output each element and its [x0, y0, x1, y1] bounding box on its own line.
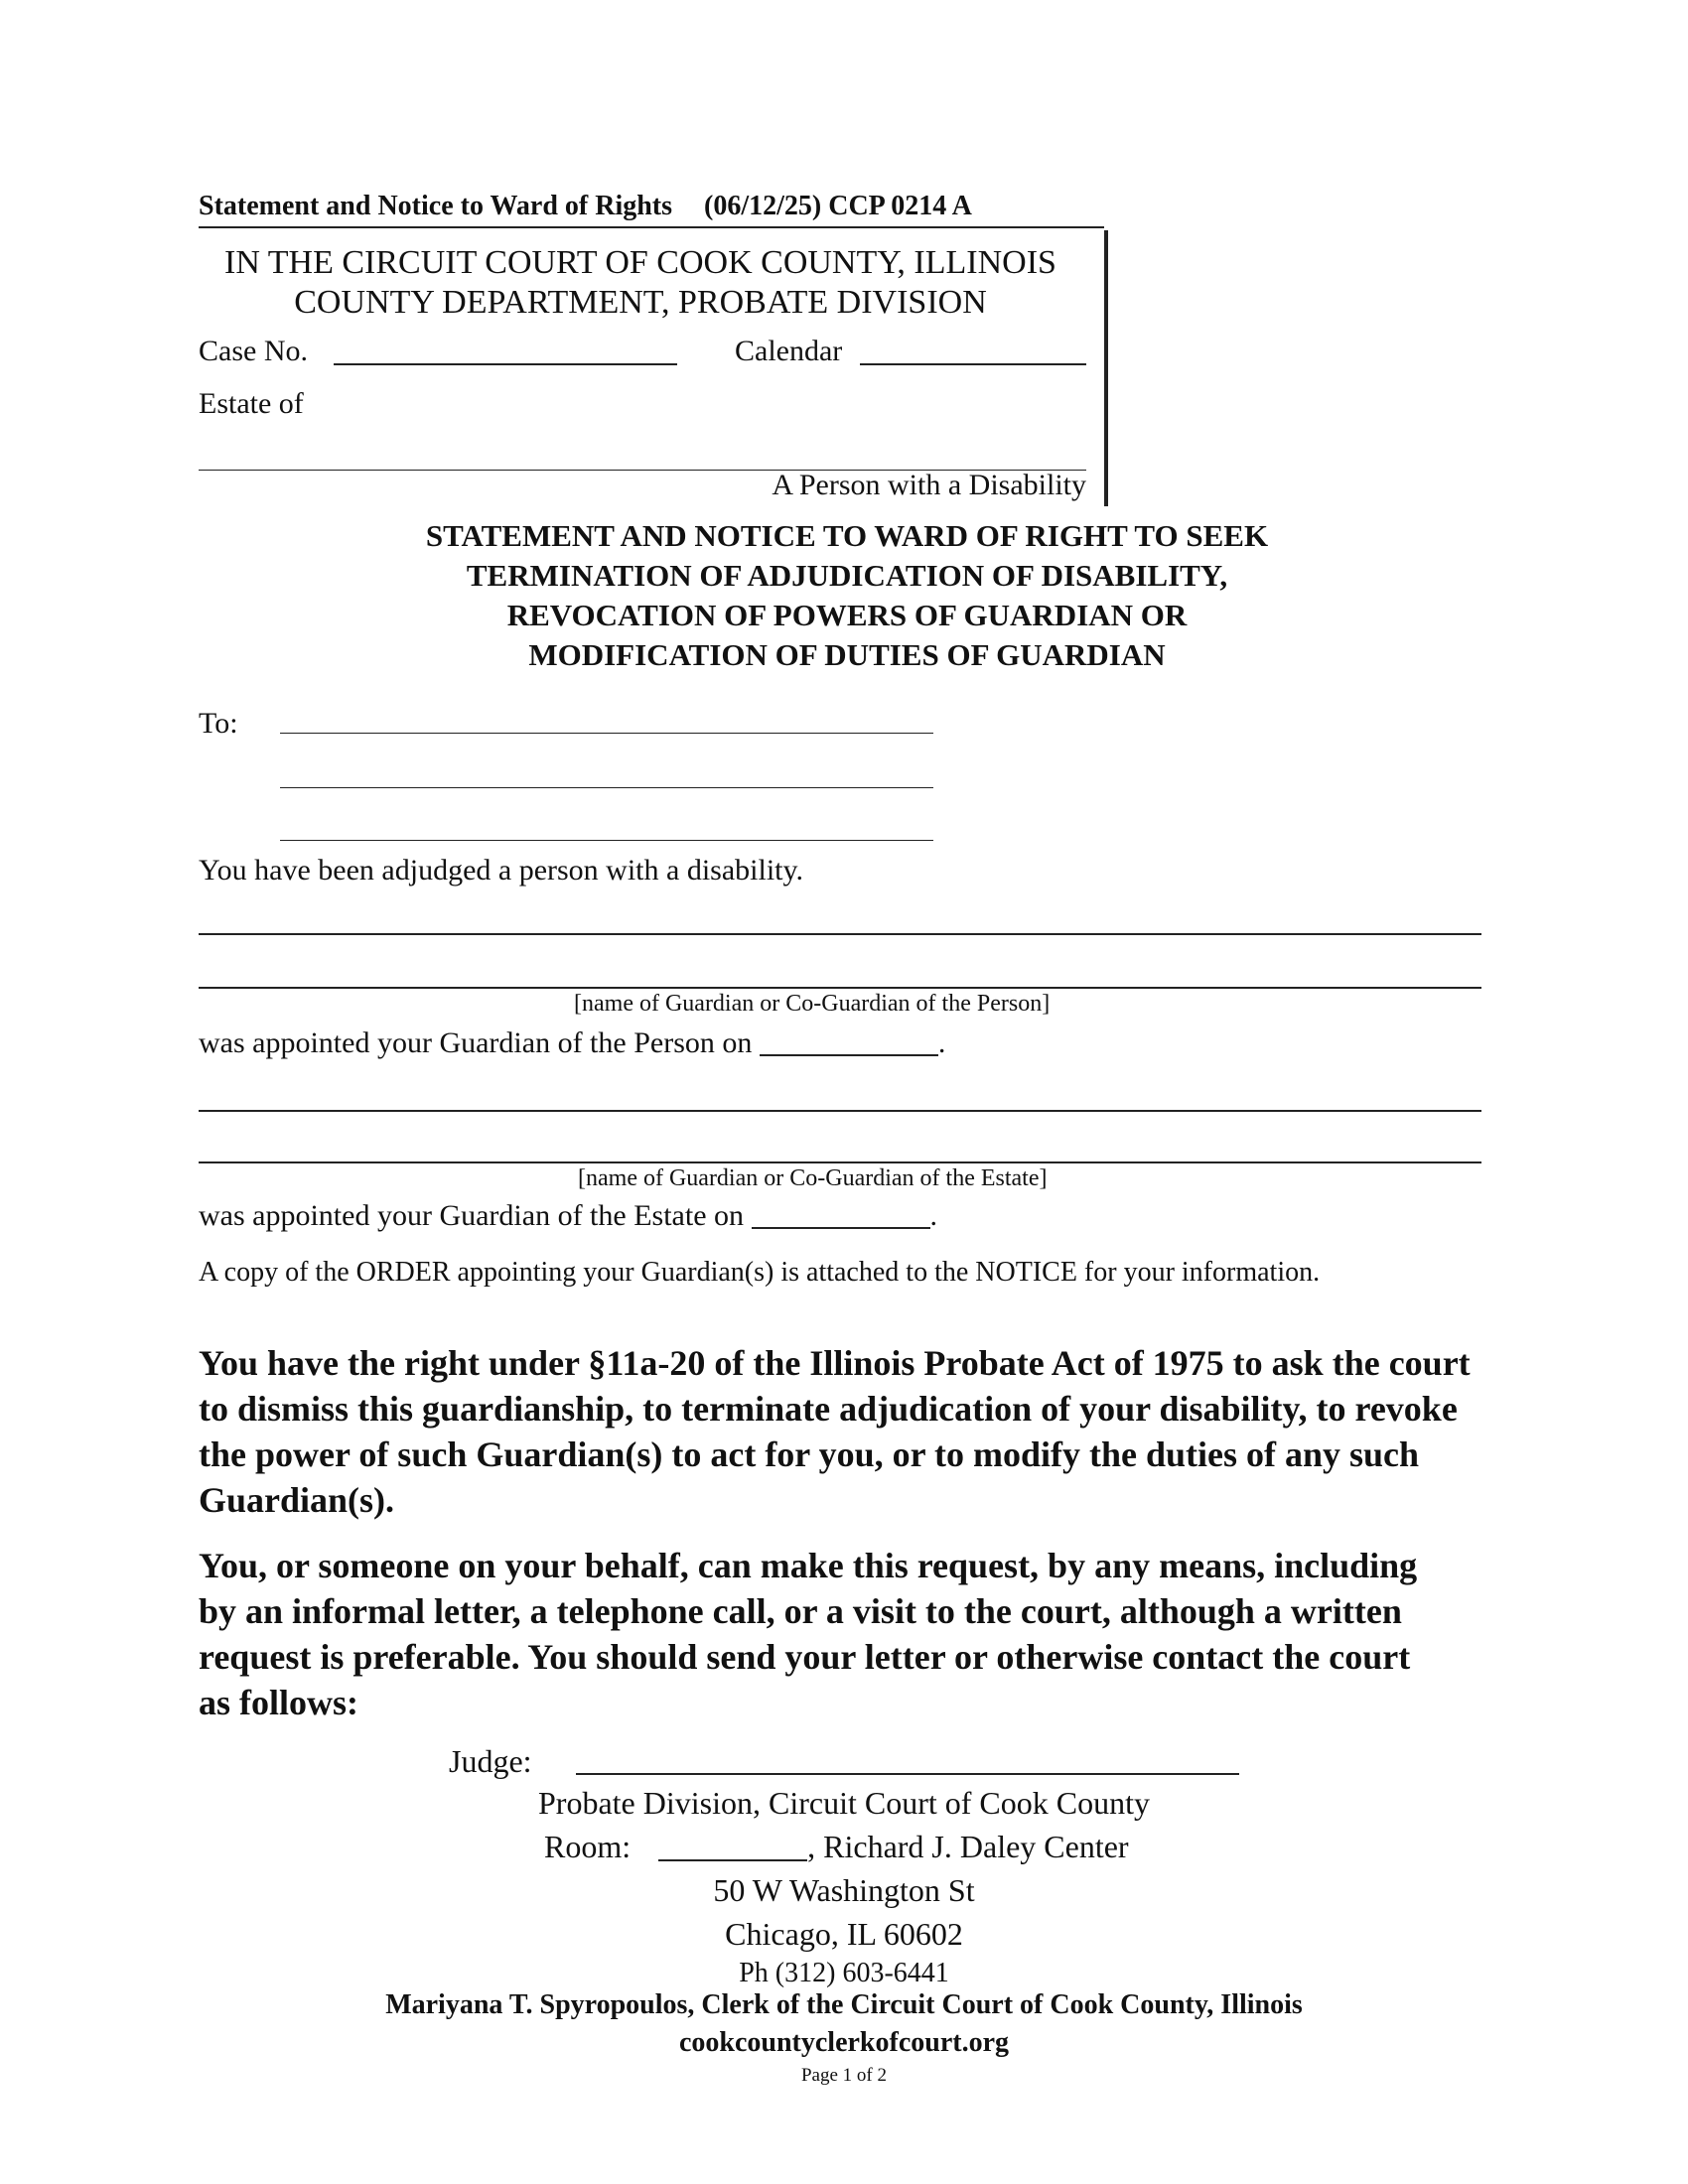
room-field[interactable] [658, 1834, 807, 1861]
guardian-person-line-2[interactable] [199, 987, 1481, 989]
guardian-person-period: . [937, 1026, 946, 1059]
case-no-label: Case No. [199, 335, 308, 367]
caption-bracket [1104, 230, 1108, 506]
to-label: To: [199, 707, 238, 740]
header-rule [199, 226, 1104, 228]
form-header [199, 191, 972, 222]
right-paragraph: You have the right under §11a-20 of the Illinois Probate Act of 1975 to ask the court to dismiss this guardianship, to terminate adjudication of your disability, to revoke the power of such Guardian(s) to act for you, or to modify the duties of any such Guardian(s). [199, 1343, 1471, 1520]
calendar-field[interactable] [860, 363, 1086, 365]
guardian-estate-sentence [199, 1199, 937, 1233]
guardian-estate-line-1[interactable] [199, 1110, 1481, 1112]
form-title: Statement and Notice to Ward of Rights [199, 191, 673, 221]
guardian-estate-caption: [name of Guardian or Co-Guardian of the Estate] [578, 1165, 1048, 1191]
judge-field[interactable] [576, 1773, 1239, 1775]
to-line-3[interactable] [280, 840, 933, 841]
guardian-person-text: was appointed your Guardian of the Person on [199, 1026, 753, 1059]
division-text: Probate Division, Circuit Court of Cook County [538, 1785, 1150, 1821]
room-label: Room: [544, 1829, 632, 1864]
street-address: 50 W Washington St [713, 1872, 975, 1908]
room-suffix: , Richard J. Daley Center [807, 1829, 1129, 1864]
estate-of-label: Estate of [199, 387, 304, 420]
guardian-estate-date-field[interactable] [752, 1203, 930, 1229]
guardian-person-caption: [name of Guardian or Co-Guardian of the Person] [574, 991, 1051, 1017]
adjudged-text: You have been adjudged a person with a disability. [199, 854, 804, 887]
to-line-2[interactable] [280, 787, 933, 788]
court-name: IN THE CIRCUIT COURT OF COOK COUNTY, ILLINOIS [224, 244, 1056, 281]
form-code: (06/12/25) CCP 0214 A [704, 191, 972, 221]
guardian-estate-text: was appointed your Guardian of the Estate on [199, 1199, 745, 1232]
request-paragraph: You, or someone on your behalf, can make this request, by any means, including by an informal letter, a telephone call, or a visit to the court, although a written request is preferable. You should send your letter or otherwise contact the court as follows: [199, 1546, 1418, 1722]
phone-number: Ph (312) 603-6441 [739, 1958, 949, 1988]
title-line-4: MODIFICATION OF DUTIES OF GUARDIAN [528, 637, 1166, 672]
guardian-person-sentence [199, 1026, 945, 1060]
page-number: Page 1 of 2 [800, 2065, 887, 2086]
judge-label: Judge: [449, 1743, 532, 1779]
order-copy-text: A copy of the ORDER appointing your Guardian(s) is attached to the NOTICE for your information. [199, 1257, 1321, 1288]
guardian-person-date-field[interactable] [760, 1030, 938, 1056]
person-with-disability-label: A Person with a Disability [772, 469, 1086, 501]
guardian-estate-line-2[interactable] [199, 1161, 1481, 1163]
room-line [544, 1829, 1129, 1865]
guardian-person-line-1[interactable] [199, 933, 1481, 935]
title-line-2: TERMINATION OF ADJUDICATION OF DISABILITY, [466, 558, 1228, 593]
court-division: COUNTY DEPARTMENT, PROBATE DIVISION [294, 284, 987, 321]
clerk-website: cookcountyclerkofcourt.org [678, 2027, 1010, 2058]
clerk-name: Mariyana T. Spyropoulos, Clerk of the Circuit Court of Cook County, Illinois [385, 1989, 1303, 2020]
case-no-field[interactable] [334, 363, 677, 365]
guardian-estate-period: . [929, 1199, 938, 1232]
to-line-1[interactable] [280, 733, 933, 734]
city-address: Chicago, IL 60602 [725, 1916, 963, 1952]
title-line-1: STATEMENT AND NOTICE TO WARD OF RIGHT TO SEEK [425, 518, 1269, 553]
title-line-3: REVOCATION OF POWERS OF GUARDIAN OR [506, 598, 1188, 632]
calendar-label: Calendar [735, 335, 843, 367]
